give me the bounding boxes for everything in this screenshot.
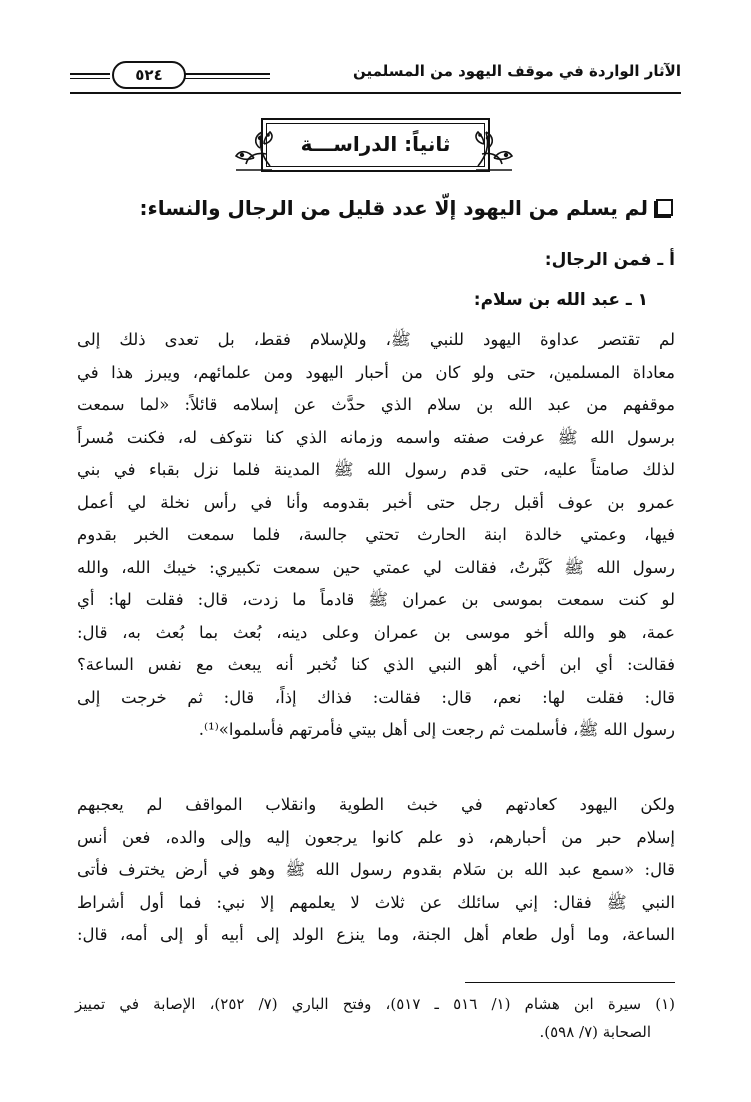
paragraph-2 xyxy=(77,789,675,952)
text-line: رسول الله ﷺ كَبَّرتُ، فقالت لي عمتي حين سمعت تكبيري: خيبك الله، والله xyxy=(77,557,675,577)
text-line: ولكن اليهود كعادتهم في خبث الطوية وانقلاب المواقف لم يعجبهم xyxy=(77,795,675,814)
text-line: معاداة المسلمين، حتى ولو كان من أحبار اليهود ومن علمائهم، ويبرز هذا في xyxy=(77,362,675,382)
text-line: قال: فقلت لها: نعم، قال: فقالت: فذاك إذاً، قال: ثم خرجت إلى xyxy=(77,687,675,707)
text-line: عمرو بن عوف أقبل رجل حتى أخبر بقدومه وأنا في رأس نخلة لي أعمل xyxy=(77,492,675,512)
text-line: الساعة، وما أول طعام أهل الجنة، وما ينزع الولد إلى أبيه أو إلى أمه، قال: xyxy=(77,925,675,944)
page-number-rule-right xyxy=(184,73,270,79)
footnote-divider xyxy=(465,982,675,983)
page-number: ٥٢٤ xyxy=(112,61,186,89)
page-header xyxy=(70,56,681,96)
subheading-abdullah-ibn-salam: ١ ـ عبد الله بن سلام: xyxy=(473,290,648,310)
text-line: فقالت: أي ابن أخي، أهو النبي الذي كنا نُخبر أنه يبعث مع نفس الساعة؟ xyxy=(77,655,675,674)
topic-title xyxy=(140,196,674,220)
footnotes xyxy=(75,990,675,1046)
text-line: النبي ﷺ فقال: إني سائلك عن ثلاث لا يعلمهم إلا نبي: فما أول أشراط xyxy=(77,892,675,912)
text-line: موقفهم من عبد الله بن سلام الذي حدَّث عن إسلامه قائلاً: «لما سمعت xyxy=(77,395,675,414)
text-line: عمة، هو والله أخو موسى بن عمران وعلى دينه، بُعث بما بُعث به، قال: xyxy=(77,622,675,642)
subheading-men: أ ـ فمن الرجال: xyxy=(544,250,675,270)
text-line: إسلام حبر من أحبارهم، ذو علم كانوا يرجعون إليه وإلى والده، فعن أنس xyxy=(77,827,675,847)
topic-title-text: لم يسلم من اليهود إلّا عدد قليل من الرجال والنساء: xyxy=(139,196,648,220)
text-line: فيها، وعمتي خالدة ابنة الحارث تحتي جالسة، فلما سمعت الخبر بقدوم xyxy=(77,525,675,544)
running-title: الآثار الواردة في موقف اليهود من المسلمين xyxy=(352,62,681,80)
section-heading-frame xyxy=(261,118,491,172)
footnote-line: الصحابة (٧/ ٥٩٨). xyxy=(539,1023,651,1041)
text-line: لو كنت سمعت بموسى بن عمران ﷺ قادماً ما زدت، قال: فقلت لها: أي xyxy=(77,590,675,609)
text-line: لم تقتصر عداوة اليهود للنبي ﷺ، وللإسلام فقط، بل تعدى ذلك إلى xyxy=(77,330,675,349)
text-line: برسول الله ﷺ عرفت صفته واسمه وزمانه الذي كنا نتوكف له، فكنت مُسراً xyxy=(77,427,675,447)
text-line: رسول الله ﷺ، فأسلمت ثم رجعت إلى أهل بيتي فأمرتهم فأسلموا»⁽¹⁾. xyxy=(198,720,675,739)
page-number-rule-left xyxy=(70,73,110,79)
section-heading-text: ثانياً: الدراســـة xyxy=(266,123,486,167)
paragraph-1 xyxy=(77,324,675,747)
page-number-frame xyxy=(70,60,270,90)
footnote-line: (١) سيرة ابن هشام (١/ ٥١٦ ـ ٥١٧)، وفتح الباري (٧/ ٢٥٢)، الإصابة في تمييز xyxy=(75,995,675,1013)
text-line: قال: «سمع عبد الله بن سَلام بقدوم رسول الله ﷺ وهو في أرض يخترف فأتى xyxy=(77,860,675,879)
square-bullet-icon xyxy=(656,199,673,216)
section-heading xyxy=(0,118,751,176)
text-line: لذلك صامتاً عليه، حتى قدم رسول الله ﷺ المدينة فلما نزل بقباء في بني xyxy=(77,460,675,479)
header-divider xyxy=(70,92,681,94)
